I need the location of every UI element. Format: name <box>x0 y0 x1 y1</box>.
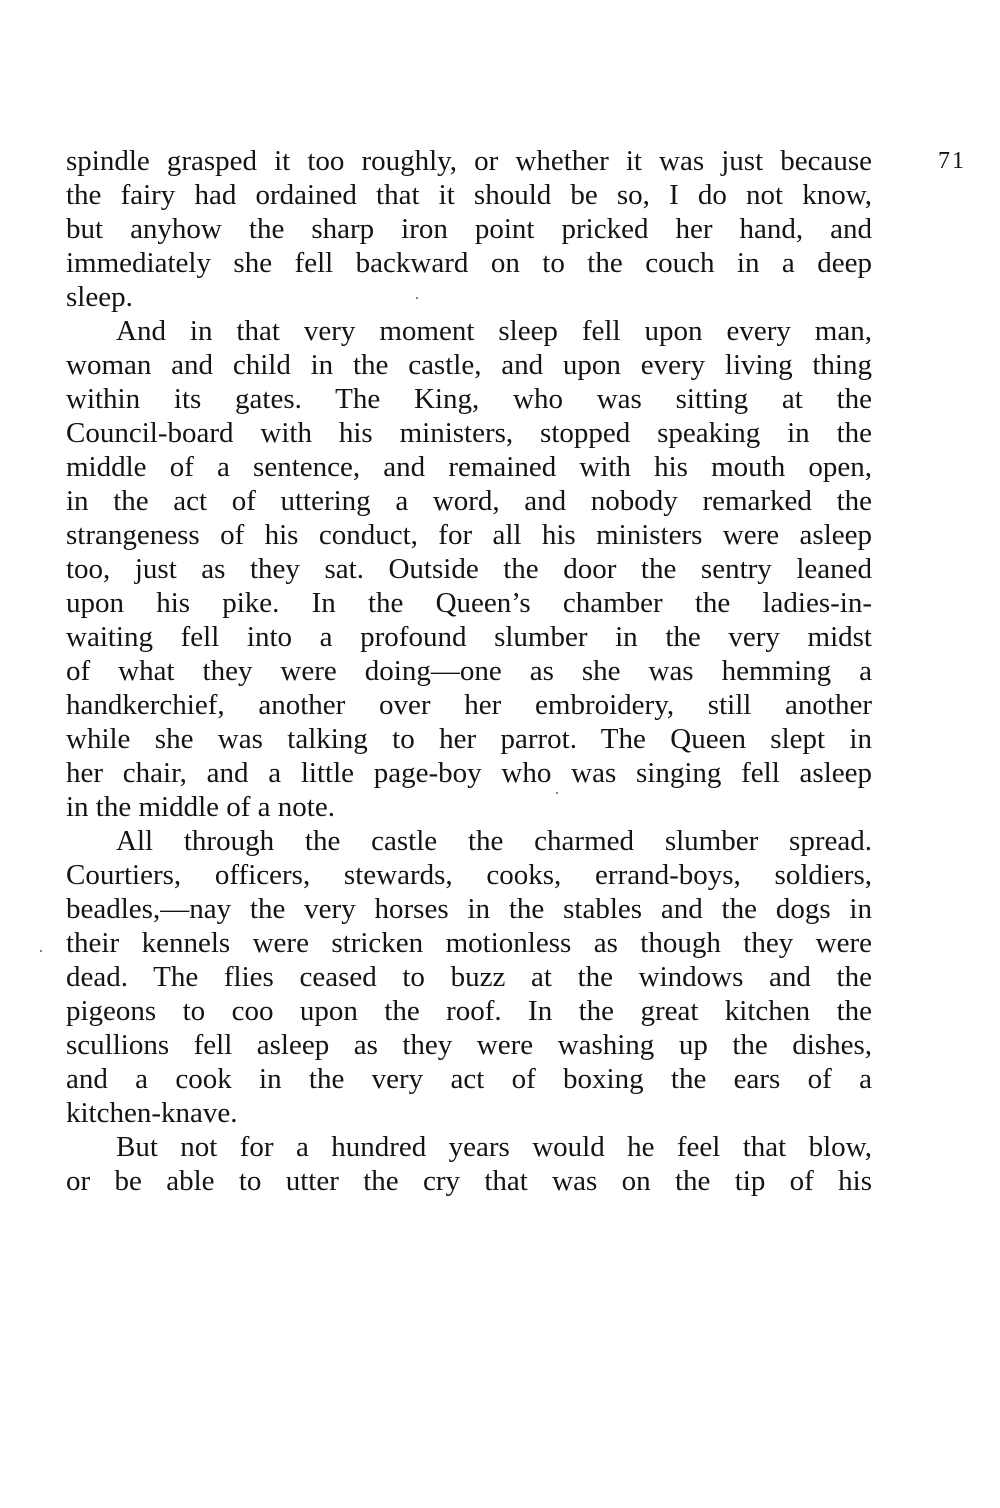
page-number: 71 <box>938 148 966 174</box>
text-line: their kennels were stricken motionless as though they were <box>66 927 872 959</box>
paragraph-2 <box>66 314 872 824</box>
text-line: Courtiers, officers, stewards, cooks, errand-boys, soldiers, <box>66 859 872 891</box>
paragraph-4 <box>66 1130 872 1198</box>
text-line: But not for a hundred years would he feel that blow, <box>116 1131 872 1163</box>
text-line: and a cook in the very act of boxing the ears of a <box>66 1063 872 1095</box>
paragraph-3 <box>66 824 872 1130</box>
text-line: beadles,—nay the very horses in the stables and the dogs in <box>66 893 872 925</box>
text-line: kitchen-knave. <box>66 1097 238 1129</box>
text-line: too, just as they sat. Outside the door the sentry leaned <box>66 553 872 585</box>
text-line: middle of a sentence, and remained with his mouth open, <box>66 451 872 483</box>
text-line: sleep. <box>66 281 133 313</box>
text-line: in the act of uttering a word, and nobody remarked the <box>66 485 872 517</box>
text-line: in the middle of a note. <box>66 791 335 823</box>
body-text <box>66 144 872 1198</box>
text-line: while she was talking to her parrot. The Queen slept in <box>66 723 872 755</box>
text-line: All through the castle the charmed slumber spread. <box>116 825 872 857</box>
text-line: handkerchief, another over her embroidery, still another <box>66 689 872 721</box>
text-line: dead. The flies ceased to buzz at the windows and the <box>66 961 872 993</box>
scan-speck <box>40 950 42 952</box>
text-line: of what they were doing—one as she was hemming a <box>66 655 872 687</box>
text-line: immediately she fell backward on to the couch in a deep <box>66 247 872 279</box>
text-line: or be able to utter the cry that was on the tip of his <box>66 1165 872 1197</box>
text-line: within its gates. The King, who was sitting at the <box>66 383 872 415</box>
text-line: waiting fell into a profound slumber in the very midst <box>66 621 872 653</box>
text-line: woman and child in the castle, and upon every living thing <box>66 349 872 381</box>
text-line: the fairy had ordained that it should be so, I do not know, <box>66 179 872 211</box>
text-line: Council-board with his ministers, stopped speaking in the <box>66 417 872 449</box>
text-line: upon his pike. In the Queen’s chamber the ladies-in- <box>66 587 872 619</box>
paragraph-1 <box>66 144 872 314</box>
scan-speck <box>416 297 418 299</box>
text-line: strangeness of his conduct, for all his ministers were asleep <box>66 519 872 551</box>
text-line: pigeons to coo upon the roof. In the great kitchen the <box>66 995 872 1027</box>
text-line: scullions fell asleep as they were washing up the dishes, <box>66 1029 872 1061</box>
scan-speck <box>556 792 558 794</box>
text-line: And in that very moment sleep fell upon every man, <box>116 315 872 347</box>
text-line: her chair, and a little page-boy who was singing fell asleep <box>66 757 872 789</box>
text-line: spindle grasped it too roughly, or whether it was just because <box>66 145 872 177</box>
text-line: but anyhow the sharp iron point pricked her hand, and <box>66 213 872 245</box>
